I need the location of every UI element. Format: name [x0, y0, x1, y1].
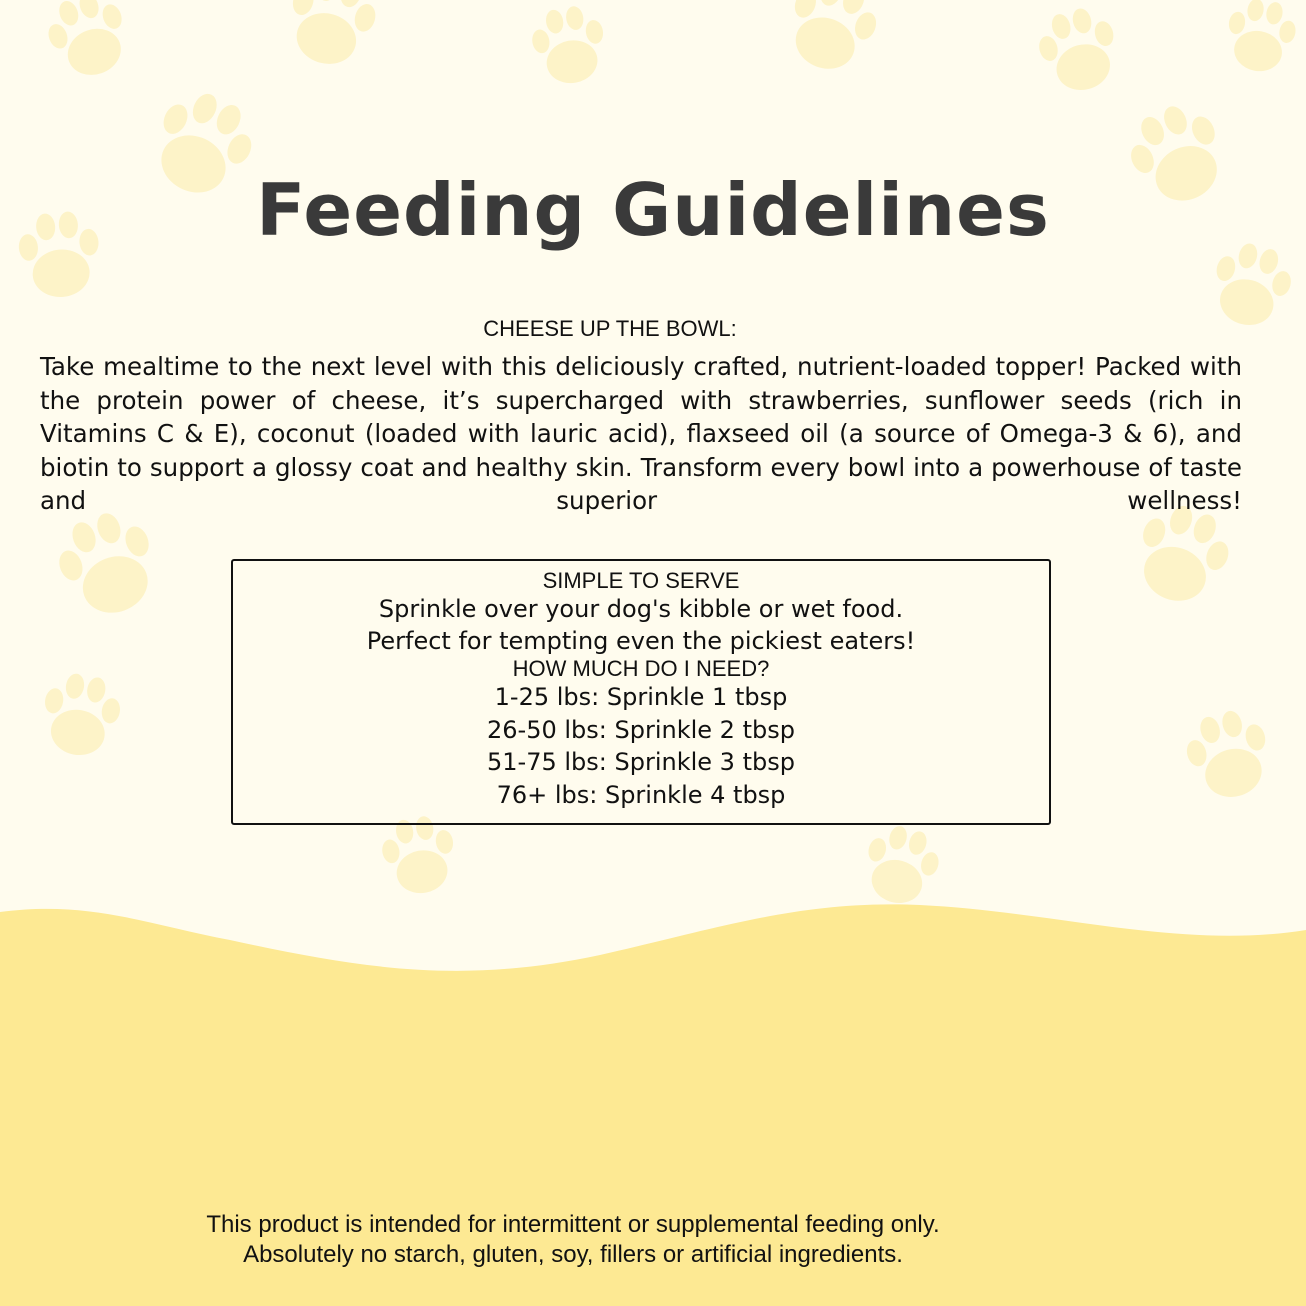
paw-print-icon — [1179, 704, 1278, 806]
paw-print-icon — [37, 669, 125, 761]
amount-row: 26-50 lbs: Sprinkle 2 tbsp — [487, 715, 795, 744]
amount-heading: HOW MUCH DO I NEED? — [512, 656, 770, 681]
paw-print-icon — [777, 0, 886, 81]
intro-heading: CHEESE UP THE BOWL: — [483, 316, 737, 341]
serve-instruction-line: Sprinkle over your dog's kibble or wet food. — [378, 595, 904, 623]
amount-list — [233, 681, 1049, 811]
paw-print-icon — [48, 503, 168, 627]
paw-print-icon — [1221, 0, 1300, 77]
serving-guide-box — [231, 559, 1051, 825]
amount-row: 1-25 lbs: Sprinkle 1 tbsp — [494, 683, 788, 711]
page-title: Feeding Guidelines — [256, 168, 1050, 252]
footer-disclaimer — [0, 1210, 1146, 1270]
paw-print-icon — [279, 0, 383, 74]
amount-row: 51-75 lbs: Sprinkle 3 tbsp — [487, 748, 795, 776]
footer-line: Absolutely no starch, gluten, soy, fillers or artificial ingredients. — [243, 1241, 903, 1268]
footer-line: This product is intended for intermittent or supplemental feeding only. — [206, 1211, 940, 1238]
paw-print-icon — [39, 0, 137, 86]
serve-heading: SIMPLE TO SERVE — [542, 568, 740, 593]
serve-instruction-line: Perfect for tempting even the pickiest eaters! — [366, 627, 916, 655]
amount-row: 76+ lbs: Sprinkle 4 tbsp — [496, 780, 786, 809]
intro-paragraph: Take mealtime to the next level with this deliciously crafted, nutrient-loaded topper! Packed with the protein power of cheese, it’s supercharged with strawberries, sunflower seeds (rich in Vitamins C & E), coconut (loaded with lauric acid), flaxseed oil (a source of Omega-3 & 6), and biotin to support a glossy coat and healthy skin. Transform every bowl into a powerhouse of taste and superior wellness! — [40, 352, 1242, 515]
paw-print-icon — [857, 820, 946, 912]
paw-print-icon — [527, 2, 610, 89]
paw-print-icon — [1032, 2, 1126, 99]
